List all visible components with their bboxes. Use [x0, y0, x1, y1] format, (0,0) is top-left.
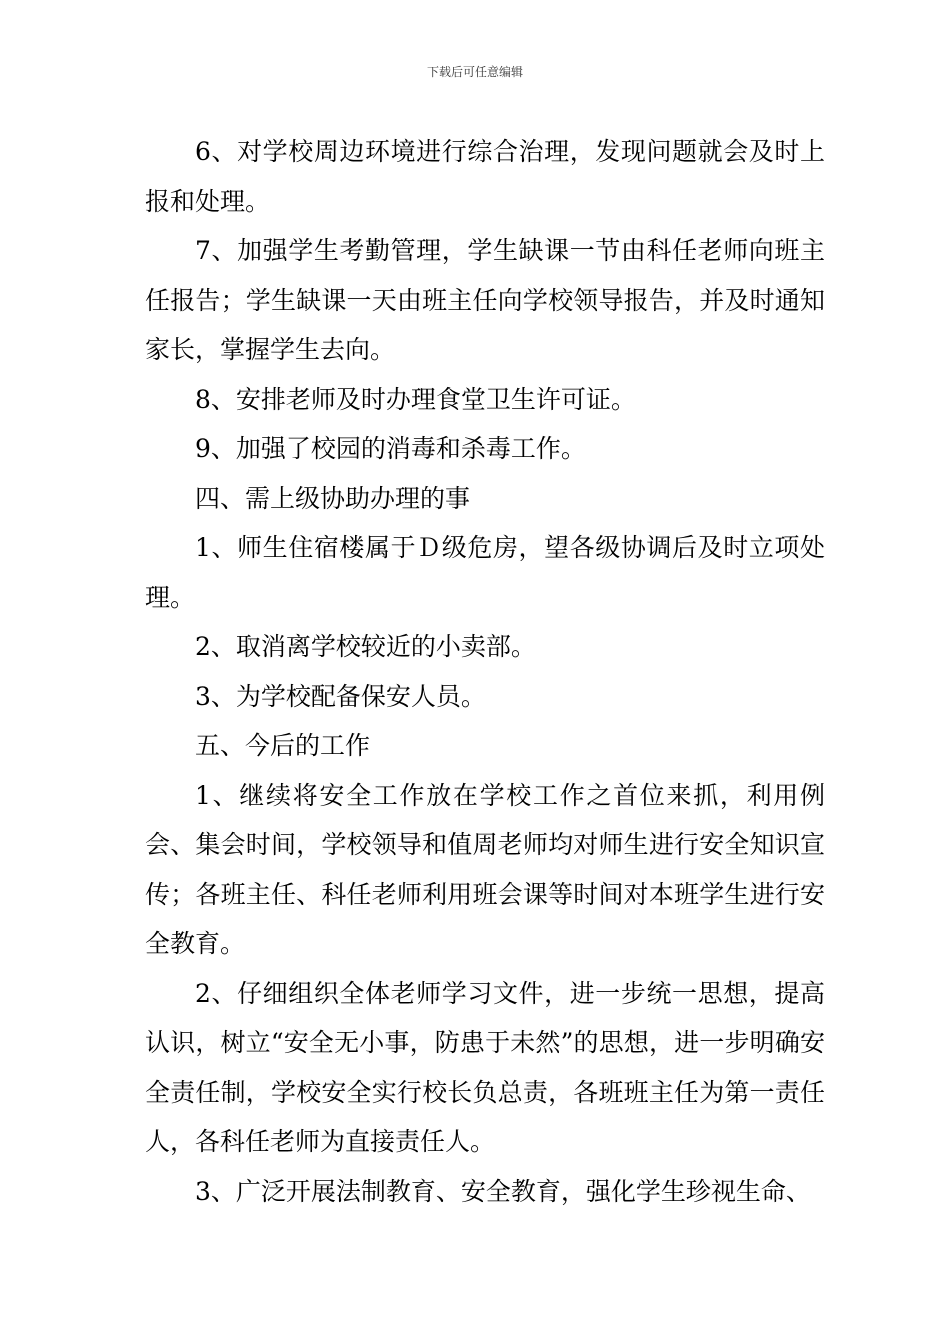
paragraph-item-9: 9、加强了校园的消毒和杀毒工作。	[195, 434, 586, 463]
page-header: 下载后可任意编辑	[426, 65, 523, 79]
paragraph-item-4-3: 3、为学校配备保安人员。	[195, 681, 486, 711]
paragraph-item-8: 8、安排老师及时办理食堂卫生许可证。	[195, 384, 636, 414]
paragraph-item-4-2: 2、取消离学校较近的小卖部。	[195, 632, 536, 661]
paragraph-item-5-1: 1、继续将安全工作放在学校工作之首位来抓，利用例会、集会时间，学校领导和值周老师均对师生进行安全知识宣传；各班主任、科任老师利用班会课等时间对本班学生进行安全教育。	[145, 780, 825, 958]
section-heading-4: 四、需上级协助办理的事	[195, 483, 471, 513]
paragraph-item-4-1: 1、师生住宿楼属于Ｄ级危房，望各级协调后及时立项处理。	[145, 533, 825, 612]
paragraph-item-7: 7、加强学生考勤管理，学生缺课一节由科任老师向班主任报告；学生缺课一天由班主任向学校领导报告，并及时通知家长，掌握学生去向。	[145, 236, 825, 364]
paragraph-item-6: 6、对学校周边环境进行综合治理，发现问题就会及时上报和处理。	[145, 137, 825, 216]
paragraph-item-5-2: 2、仔细组织全体老师学习文件，进一步统一思想，提高认识，树立“安全无小事，防患于未然”的思想，进一步明确安全责任制，学校安全实行校长负总责，各班班主任为第一责任人，各科任老师为直接责任人。	[145, 978, 825, 1156]
document-body	[145, 127, 825, 1216]
paragraph-item-5-3: 3、广泛开展法制教育、安全教育，强化学生珍视生命、	[195, 1176, 811, 1206]
section-heading-5: 五、今后的工作	[195, 731, 371, 760]
